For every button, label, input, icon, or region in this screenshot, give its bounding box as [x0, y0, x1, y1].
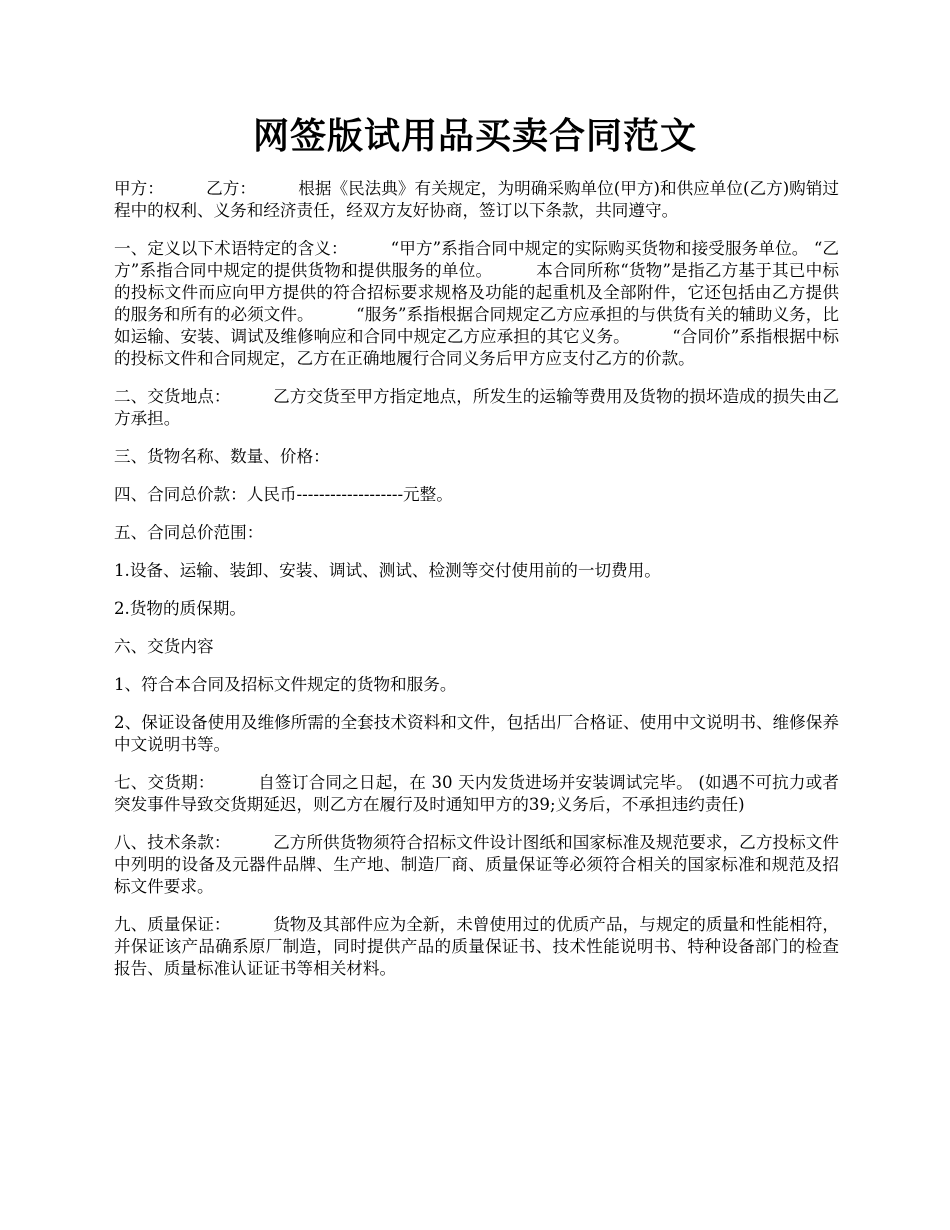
delivery-location-paragraph: 二、交货地点： 乙方交货至甲方指定地点，所发生的运输等费用及货物的损坏造成的损失由乙方承担。 — [114, 387, 839, 428]
preamble-paragraph: 甲方： 乙方： 根据《民法典》有关规定，为明确采购单位(甲方)和供应单位(乙方)购销过程中的权利、义务和经济责任，经双方友好协商，签订以下条款，共同遵守。 — [114, 179, 839, 220]
delivery-period-paragraph: 七、交货期： 自签订合同之日起，在 30 天内发货进场并安装调试完毕。 (如遇不可抗力或者突发事件导致交货期延迟，则乙方在履行及时通知甲方的39;义务后，不承担违约责任) — [114, 773, 839, 814]
technical-terms-paragraph: 八、技术条款： 乙方所供货物须符合招标文件设计图纸和国家标准及规范要求，乙方投标文件中列明的设备及元器件品牌、生产地、制造厂商、质量保证等必须符合相关的国家标准和规范及招标文件要求。 — [114, 833, 839, 896]
delivery-content-heading: 六、交货内容 — [114, 637, 214, 656]
price-scope-item-1: 1.设备、运输、装卸、安装、调试、测试、检测等交付使用前的一切费用。 — [114, 561, 661, 580]
quality-assurance-paragraph: 九、质量保证： 货物及其部件应为全新，未曾使用过的优质产品，与规定的质量和性能相符，并保证该产品确系原厂制造，同时提供产品的质量保证书、技术性能说明书、特种设备部门的检查报告、质量标准认证证书等相关材料。 — [114, 915, 839, 978]
price-scope-item-2: 2.货物的质保期。 — [114, 599, 246, 618]
goods-name-paragraph: 三、货物名称、数量、价格： — [114, 447, 330, 466]
document-title: 网签版试用品买卖合同范文 — [252, 115, 697, 157]
total-price-paragraph: 四、合同总价款：人民币-------------------元整。 — [114, 485, 453, 504]
document-body — [114, 178, 839, 996]
delivery-content-item-1: 1、符合本合同及招标文件规定的货物和服务。 — [114, 675, 457, 694]
price-scope-heading: 五、合同总价范围： — [114, 523, 264, 542]
definitions-paragraph: 一、定义以下术语特定的含义： “甲方”系指合同中规定的实际购买货物和接受服务单位。 “乙方”系指合同中规定的提供货物和提供服务的单位。 本合同所称“货物”是指乙方基于其已中标的投标文件而应向甲方提供的符合招标要求规格及功能的起重机及全部附件，它还包括由乙方提供的服务和所有的必须文件。 “服务”系指根据合同规定乙方应承担的与供货有关的辅助义务，比如运输、安装、调试及维修响应和合同中规定乙方应承担的其它义务。 “合同价”系指根据中标的投标文件和合同规定，乙方在正确地履行合同义务后甲方应支付乙方的价款。 — [114, 239, 839, 368]
delivery-content-item-2: 2、保证设备使用及维修所需的全套技术资料和文件，包括出厂合格证、使用中文说明书、维修保养中文说明书等。 — [114, 713, 839, 754]
